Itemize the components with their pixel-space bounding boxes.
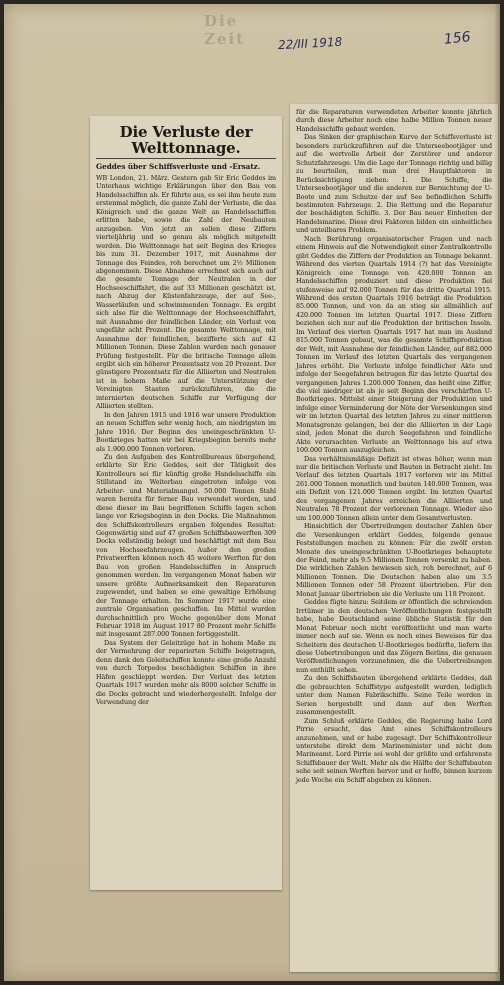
article-paragraph: für die Reparaturen verwendeten Arbeiter konnte jährlich durch diese Arbeiter noch eine halbe Million Tonnen neuer Handelsschiffe gebaut werden. — [296, 108, 492, 133]
clipping-right-column — [290, 104, 498, 972]
article-headline: Die Verluste der Welttonnage. — [119, 123, 253, 157]
clipping-left-column — [90, 116, 282, 890]
headline-rule — [96, 158, 276, 159]
article-paragraph: WB London, 21. März. Gestern gab Sir Eric Geddes im Unterhaus wichtige Erklärungen über den Bau von Handelsschiffen ab. Er führte aus, es sei ihm heute zum erstenmal möglich, die ganze Zahl der Verluste, die das Königreich und die ganze Welt an Handelsschiffen erlitten habe, sowie die Zahl der Neubauten anzugeben. Von jetzt an sollen diese Ziffern vierteljährig und so genau als möglich mitgeteilt werden. Die Welttonnage hat seit Beginn des Krieges bis zum 31. Dezember 1917, mit Ausnahme der Tonnage des Feindes, roh berechnet um 2½ Millionen abgenommen. Diese Abnahme errechnet sich auch auf die gesamte Tonnage der Neutralen in der Hochseeschiffahrt, die auf 33 Millionen geschätzt ist, nach Abzug der Küstenfahrzeuge, der auf See-, Wasserläufen und schwimmenden Tonnage. Es ergibt sich also für die Welttonnage der Hochseeschiffahrt, mit Ausnahme der feindlichen Länder, ein Verlust von ungefähr acht Prozent. Die gesamte Welttonnage, mit Ausnahme der feindlichen, bezifferte sich auf 42 Millionen Tonnen. Diese Zahlen wurden nach genauer Prüfung festgestellt. Für die britische Tonnage allein ergibt sich ein höherer Prozentsatz von 20 Prozent. Der günstigere Prozentsatz für die Alliierten und Neutralen ist in hohem Maße auf die Unterstützung der Vereinigten Staaten zurückzuführen, die die internierten deutschen Schiffe zur Verfügung der Alliierten stellten. — [96, 174, 276, 411]
archive-sheet — [4, 4, 500, 981]
article-subhead: Geddes über Schiffsverluste und -Ersatz. — [96, 162, 261, 171]
handwritten-date: 22/III 1918 — [277, 34, 343, 53]
article-paragraph: In den Jahren 1915 und 1916 war unsere Produktion an neuen Schiffen sehr wenig hoch, am niedrigsten im Jahre 1916. Der Beginn des uneingeschränkten U-Bootkrieges hatten wir bei Kriegsbeginn bereits mehr als 1.900.000 Tonnen verloren. — [96, 410, 276, 453]
handwritten-page-number: 156 — [443, 29, 472, 48]
sheet-edge-shadow — [494, 4, 500, 981]
article-paragraph: Geddes fügte hinzu: Seitdem er öffentlich die schreienden Irrtümer in den deutschen Veröffentlichungen festgestellt habe, habe Deutschland seine übliche Statistik für den Monat Februar noch nicht veröffentlicht und man warte immer noch auf sie. Wenn es noch eines Beweises für das Scheitern des deutschen U-Bootkrieges bedürfte, liefern ihn diese Uebertreibungen und das Zögern Berlins, die genauen Veröffentlichungen vorzunehmen, die die Uebertreibungen nun enthüllt sehen. — [296, 598, 492, 674]
article-paragraph: Das System der Geleitzüge hat in hohem Maße zu der Vermehrung der reparierten Schiffe beigetragen, denn dank den Geleitschiffen konnte eine große Anzahl von durch Torpedos beschädigten Schiffen in ihre Häfen geschleppt werden. Der Verlust des letzten Quartals 1917 wurden mehr als 8000 solcher Schiffe in die Docks gebracht und wiederhergestellt. Infolge der Verwendung der — [96, 638, 276, 707]
article-paragraph: Zu den Schiffsbauten übergehend erklärte Geddes, daß die gebrauchten Schiffstype aufgestellt wurden, lediglich unter dem Namen Fabrikschiffe. Seine Teile werden in Serien hergestellt und dann auf den Werften zusammengestellt. — [296, 674, 492, 717]
article-paragraph: Zu den Aufgaben des Kontrollbureaus übergehend, erklärte Sir Eric Geddes, seit der Tätigkeit des Kontrolleurs sei für künftig große Handelsschiffe ein Stillstand im Weiterbau eingetreten infolge von Arbeiter- und Materialmangel. 50.000 Tonnen Stahl waren bereits für ferner Bau verwendet worden, und diese dieser im Bau begriffenen Schiffe lagen schon lange vor Kriegsbeginn in den Docks. Die Maßnahmen des Schiffskontrolleurs ergaben folgendes Resultat: Gegenwärtig sind auf 47 großen Schiffsbauwerften 309 Docks vollständig belegt und beschäftigt mit dem Bau von Hochseefahrzeugen. Außer den großen Privatwerften können noch 45 weitere Werften für den Bau von großen Handelsschiffen in Anspruch genommen werden. Im vergangenen Monat haben wir unsere größte Aufmerksamkeit den Reparaturen zugewendet, und haben so eine gewaltige Erhöhung der Tonnage erhalten. Im Sommer 1917 wurde eine zentrale Organisation geschaffen. Im Mittel wurden durchschnittlich pro Woche gegenüber dem Monat Februar 1918 im August 1917 80 Prozent mehr Schiffe mit insgesamt 287.000 Tonnen fertiggestellt. — [96, 452, 276, 639]
article-paragraph: Das verhältnismäßige Defizit ist etwas höher, wenn man nur die britischen Verluste und Bauten in Betracht zieht. Im Verlauf des letzten Quartals 1917 verloren wir im Mittel 261.000 Tonnen monatlich und bauten 140.000 Tonnen, was ein Defizit von 121.000 Tonnen ergibt. Im letzten Quartal des vergangenen Jahres erreichen die Alliierten und Neutralen 78 Prozent der verlorenen Tonnage. Wieder also um 100.000 Tonnen allein unter dem Gesamtverlusten. — [296, 454, 492, 522]
masthead-fragment: Die Zeit — [204, 12, 246, 48]
article-paragraph: Nach Berührung organisatorischer Fragen und nach einem Hinweis auf die Notwendigkeit einer Zentralkontrolle gibt Geddes die Ziffern der Produktion an Tonnage bekannt. Während des vierten Quartals 1914 (?) hat das Vereinigte Königreich eine Tonnage von 420.000 Tonnen an Handelsschiffen produziert und diese Produktion fiel stufenweise auf 92.000 Tonnen für das dritte Quartal 1915. Während des ersten Quartals 1916 beträgt die Produktion 85.000 Tonnen, und von da an stieg sie allmählich auf 420.000 Tonnen im letzten Quartal 1917. Diese Ziffern beziehen sich nur auf die Produktion der britischen Inseln. Im Verlauf des vierten Quartals 1917 hat man im Ausland 815.000 Tonnen gebaut, was die gesamte Schiffsproduktion der Welt, mit Ausnahme der feindlichen Länder, auf 882.000 Tonnen im Verlauf des letzten Quartals des vergangenen Jahres erhöht. Die Verluste infolge feindlicher Akte und infolge der Seegefahren betrugen für das letzte Quartal des vergangenen Jahres 1.200.000 Tonnen, das heißt eine Ziffer, die viel niedriger ist als je seit Beginn des verschärften U-Bootkrieges. Mittelst einer Steigerung der Produktion und infolge einer Verminderung der Nöte der Versenkungen sind wir im letzten Quartal des letzten Jahres zu einer mittleren Monatsgrenze gelangen, bei der die Alliierten in der Lage sind, jeden Monat die durch Seegefahren und feindliche Akte verursachten Verluste an Welttonnage bis auf etwa 100.000 Tonnen auszugleichen. — [296, 234, 492, 455]
article-paragraph: Zum Schluß erklärte Geddes, die Regierung habe Lord Pirrie ersucht, das Amt eines Schiffskontrolleurs anzunehmen, und er habe zugesagt. Der Schiffskontrolleur unterstehe direkt dem Marineminister und nicht dem Marineamt. Lord Pirrie sei wohl der größte und erfahrenste Schiffsbauer der Welt. Mehr als die Hälfte der Schiffsbauten sehe seit seinen Werften hervor und er hoffe, binnen kurzem jede Woche ein Schiff abgeben zu können. — [296, 716, 492, 784]
article-paragraph: Hinsichtlich der Übertreibungen deutscher Zahlen über die Versenkungen erklärt Geddes, folgende genaue Feststellungen machen zu können: Für die zwölf ersten Monate des uneingeschränkten U-Bootkrieges behauptete der Feind, mehr als 9.5 Millionen Tonnen versenkt zu haben. Die wirklichen Zahlen bewiesen sich, roh berechnet, auf 6 Millionen Tonnen. Die Deutschen haben also um 3.5 Millionen Tonnen oder 58 Prozent übertrieben. Für den Monat Januar übertrieben sie die Verluste um 118 Prozent. — [296, 522, 492, 598]
article-paragraph: Das Sinken der graphischen Kurve der Schiffsverluste ist besonders zurückzuführen auf die Unterseebootjäger und auf die wertvolle Arbeit der Zerstörer und anderer Schutzfahrzeuge. Um die Lage der Tonnage richtig und billig zu beurteilen, muß man drei Hauptfaktoren in Berücksichtigung ziehen: 1. Die Schiffe, die Unterseebootjäger und die anderen zur Bernichtung der U-Boote und zum Schutze der auf See befindlichen Schiffe bestimmten Fahrzeuge. 2. Die Rettung und die Reparatur der beschädigten Schiffe. 3. Der Bau neuer Einheiten der Handelsmarine. Diese drei Faktoren bilden ein einheitliches und unteilbares Problem. — [296, 133, 492, 235]
